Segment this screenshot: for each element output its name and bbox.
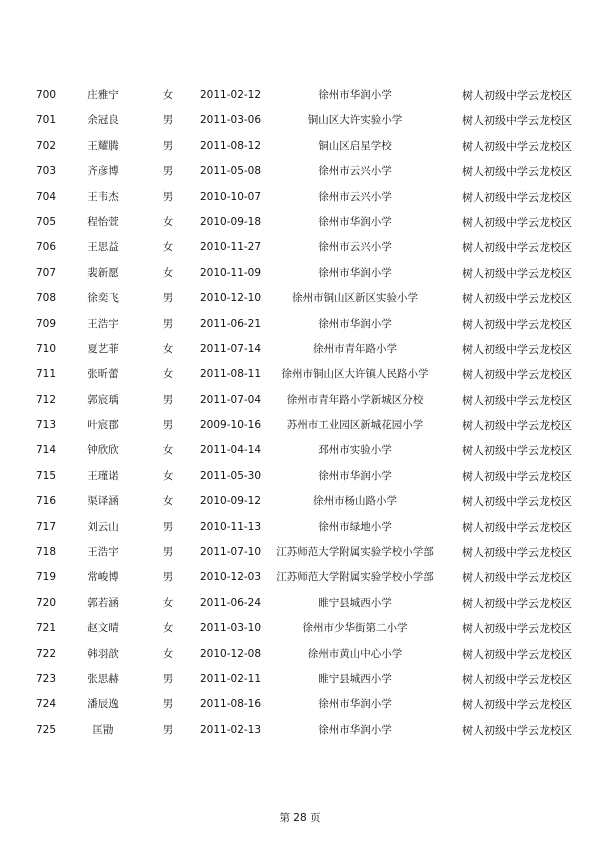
- assigned-middle-school: 树人初级中学云龙校区: [462, 317, 572, 331]
- student-sex: 女: [162, 368, 174, 381]
- student-number: 717: [36, 520, 57, 533]
- table-row: [0, 337, 600, 362]
- student-name: 齐彦博: [87, 165, 119, 178]
- student-sex: 男: [162, 698, 174, 711]
- primary-school: 徐州市华润小学: [318, 215, 392, 228]
- assigned-middle-school: 树人初级中学云龙校区: [462, 190, 572, 204]
- birth-date: 2011-02-11: [200, 672, 262, 685]
- table-row: [0, 616, 600, 641]
- assigned-middle-school: 树人初级中学云龙校区: [462, 495, 572, 509]
- primary-school: 铜山区启星学校: [318, 139, 392, 152]
- birth-date: 2010-11-27: [200, 241, 262, 254]
- table-row: [0, 515, 600, 540]
- table-row: [0, 185, 600, 210]
- student-number: 708: [36, 292, 57, 305]
- primary-school: 徐州市华润小学: [318, 89, 392, 101]
- student-sex: 男: [162, 419, 174, 432]
- assigned-middle-school: 树人初级中学云龙校区: [462, 444, 572, 458]
- primary-school: 睢宁县城西小学: [318, 596, 392, 609]
- primary-school: 睢宁县城西小学: [318, 672, 392, 685]
- table-row: [0, 413, 600, 438]
- student-sex: 女: [162, 215, 174, 228]
- student-name: 裴新愿: [87, 266, 119, 279]
- birth-date: 2010-12-08: [200, 647, 262, 660]
- assigned-middle-school: 树人初级中学云龙校区: [462, 215, 572, 229]
- student-number: 719: [36, 571, 57, 584]
- student-name: 赵文晴: [87, 622, 119, 635]
- table-row: [0, 286, 600, 311]
- student-number: 705: [36, 215, 57, 228]
- student-sex: 女: [162, 241, 174, 254]
- student-name: 常峻博: [87, 571, 119, 584]
- table-row: [0, 210, 600, 235]
- assigned-middle-school: 树人初级中学云龙校区: [462, 241, 572, 255]
- birth-date: 2011-03-06: [200, 114, 262, 127]
- table-row: [0, 667, 600, 692]
- primary-school: 徐州市云兴小学: [318, 241, 392, 254]
- student-name: 王思益: [87, 241, 119, 254]
- student-name: 王韦杰: [87, 190, 119, 203]
- assigned-middle-school: 树人初级中学云龙校区: [462, 469, 572, 483]
- assigned-middle-school: 树人初级中学云龙校区: [462, 342, 572, 356]
- student-name: 王耀腾: [87, 139, 119, 152]
- student-sex: 女: [162, 89, 174, 101]
- student-sex: 女: [162, 596, 174, 609]
- student-number: 718: [36, 546, 57, 559]
- student-name: 王浩宇: [87, 546, 119, 559]
- assigned-middle-school: 树人初级中学云龙校区: [462, 723, 572, 737]
- birth-date: 2010-12-03: [200, 571, 262, 584]
- table-row: [0, 159, 600, 184]
- student-sex: 男: [162, 114, 174, 127]
- student-number: 703: [36, 165, 57, 178]
- table-row: [0, 261, 600, 286]
- student-number: 716: [36, 495, 57, 508]
- student-sex: 男: [162, 723, 174, 736]
- birth-date: 2011-07-04: [200, 393, 262, 406]
- student-sex: 女: [162, 647, 174, 660]
- birth-date: 2011-02-12: [200, 89, 262, 101]
- student-name: 王瑾诺: [87, 469, 119, 482]
- primary-school: 徐州市青年路小学: [313, 342, 397, 355]
- birth-date: 2010-10-07: [200, 190, 262, 203]
- table-row: [0, 489, 600, 514]
- birth-date: 2010-09-12: [200, 495, 262, 508]
- student-name: 渠译涵: [87, 495, 119, 508]
- table-row: [0, 134, 600, 159]
- student-name: 钟欣欣: [87, 444, 119, 457]
- birth-date: 2011-07-10: [200, 546, 262, 559]
- primary-school: 徐州市云兴小学: [318, 165, 392, 178]
- primary-school: 徐州市黄山中心小学: [307, 647, 403, 660]
- student-name: 叶宸郡: [87, 419, 119, 432]
- primary-school: 徐州市华润小学: [318, 266, 392, 279]
- primary-school: 徐州市华润小学: [318, 317, 392, 330]
- student-number: 722: [36, 647, 57, 660]
- student-number: 725: [36, 723, 57, 736]
- table-row: [0, 692, 600, 717]
- assigned-middle-school: 树人初级中学云龙校区: [462, 419, 572, 433]
- student-number: 702: [36, 139, 57, 152]
- primary-school: 邳州市实验小学: [318, 444, 392, 457]
- student-number: 710: [36, 342, 57, 355]
- student-number: 723: [36, 672, 57, 685]
- assigned-middle-school: 树人初级中学云龙校区: [462, 596, 572, 610]
- birth-date: 2011-08-16: [200, 698, 262, 711]
- student-name: 韩羽歆: [87, 647, 119, 660]
- primary-school: 苏州市工业园区新城花园小学: [286, 419, 424, 432]
- student-name: 张昕蕾: [87, 368, 119, 381]
- page-number: 第 28 页: [279, 812, 321, 824]
- student-number: 704: [36, 190, 57, 203]
- student-number: 713: [36, 419, 57, 432]
- student-number: 711: [36, 368, 57, 381]
- student-name: 匡勖: [92, 723, 114, 736]
- student-sex: 男: [162, 393, 174, 406]
- table-row: [0, 438, 600, 463]
- student-sex: 女: [162, 266, 174, 279]
- student-sex: 女: [162, 495, 174, 508]
- assigned-middle-school: 树人初级中学云龙校区: [462, 89, 572, 102]
- student-sex: 女: [162, 444, 174, 457]
- birth-date: 2011-08-12: [200, 139, 262, 152]
- student-name: 潘辰逸: [87, 698, 119, 711]
- student-sex: 男: [162, 292, 174, 305]
- birth-date: 2010-12-10: [200, 292, 262, 305]
- primary-school: 徐州市华润小学: [318, 723, 392, 736]
- student-number: 720: [36, 596, 57, 609]
- assigned-middle-school: 树人初级中学云龙校区: [462, 114, 572, 128]
- table-row: [0, 388, 600, 413]
- student-sex: 男: [162, 317, 174, 330]
- primary-school: 徐州市铜山区新区实验小学: [292, 292, 418, 305]
- student-name: 刘云山: [87, 520, 119, 533]
- student-number: 700: [36, 89, 57, 101]
- student-sex: 女: [162, 342, 174, 355]
- assigned-middle-school: 树人初级中学云龙校区: [462, 368, 572, 382]
- birth-date: 2011-06-24: [200, 596, 262, 609]
- primary-school: 徐州市华润小学: [318, 469, 392, 482]
- student-name: 郭若涵: [87, 596, 119, 609]
- birth-date: 2011-02-13: [200, 723, 262, 736]
- student-number: 701: [36, 114, 57, 127]
- assigned-middle-school: 树人初级中学云龙校区: [462, 165, 572, 179]
- assigned-middle-school: 树人初级中学云龙校区: [462, 292, 572, 306]
- assigned-middle-school: 树人初级中学云龙校区: [462, 393, 572, 407]
- assigned-middle-school: 树人初级中学云龙校区: [462, 571, 572, 585]
- birth-date: 2011-05-30: [200, 469, 262, 482]
- birth-date: 2011-08-11: [200, 368, 262, 381]
- assigned-middle-school: 树人初级中学云龙校区: [462, 139, 572, 153]
- student-name: 张思赫: [87, 672, 119, 685]
- student-number: 709: [36, 317, 57, 330]
- primary-school: 铜山区大许实验小学: [307, 114, 403, 127]
- assigned-middle-school: 树人初级中学云龙校区: [462, 672, 572, 686]
- student-name: 徐奕飞: [87, 292, 119, 305]
- primary-school: 徐州市青年路小学新城区分校: [286, 393, 424, 406]
- primary-school: 徐州市绿地小学: [318, 520, 392, 533]
- assigned-middle-school: 树人初级中学云龙校区: [462, 520, 572, 534]
- birth-date: 2010-11-13: [200, 520, 262, 533]
- birth-date: 2010-11-09: [200, 266, 262, 279]
- table-row: [0, 464, 600, 489]
- student-sex: 男: [162, 672, 174, 685]
- student-sex: 男: [162, 139, 174, 152]
- primary-school: 江苏师范大学附属实验学校小学部: [276, 571, 434, 584]
- table-row: [0, 235, 600, 260]
- table-row: [0, 718, 600, 743]
- primary-school: 徐州市铜山区大许镇人民路小学: [281, 368, 429, 381]
- student-number: 724: [36, 698, 57, 711]
- student-number: 714: [36, 444, 57, 457]
- student-sex: 男: [162, 190, 174, 203]
- student-number: 715: [36, 469, 57, 482]
- birth-date: 2011-05-08: [200, 165, 262, 178]
- student-name: 余冠良: [87, 114, 119, 127]
- birth-date: 2011-03-10: [200, 622, 262, 635]
- student-sex: 男: [162, 571, 174, 584]
- student-sex: 男: [162, 520, 174, 533]
- student-name: 庄雅宁: [87, 89, 119, 101]
- student-name: 夏艺菲: [87, 342, 119, 355]
- primary-school: 徐州市华润小学: [318, 698, 392, 711]
- birth-date: 2011-04-14: [200, 444, 262, 457]
- student-sex: 女: [162, 622, 174, 635]
- student-name: 郭宸瑀: [87, 393, 119, 406]
- student-sex: 女: [162, 469, 174, 482]
- table-row: [0, 591, 600, 616]
- table-row: [0, 312, 600, 337]
- table-row: [0, 362, 600, 387]
- table-row: [0, 540, 600, 565]
- assigned-middle-school: 树人初级中学云龙校区: [462, 698, 572, 712]
- assigned-middle-school: 树人初级中学云龙校区: [462, 266, 572, 280]
- birth-date: 2010-09-18: [200, 215, 262, 228]
- primary-school: 徐州市少华街第二小学: [302, 622, 408, 635]
- student-number: 712: [36, 393, 57, 406]
- primary-school: 江苏师范大学附属实验学校小学部: [276, 546, 434, 559]
- primary-school: 徐州市云兴小学: [318, 190, 392, 203]
- table-row: [0, 108, 600, 133]
- birth-date: 2009-10-16: [200, 419, 262, 432]
- student-number: 707: [36, 266, 57, 279]
- assigned-middle-school: 树人初级中学云龙校区: [462, 546, 572, 560]
- assigned-middle-school: 树人初级中学云龙校区: [462, 622, 572, 636]
- student-number: 706: [36, 241, 57, 254]
- table-row: [0, 83, 600, 108]
- student-sex: 男: [162, 546, 174, 559]
- primary-school: 徐州市杨山路小学: [313, 495, 397, 508]
- student-sex: 男: [162, 165, 174, 178]
- birth-date: 2011-07-14: [200, 342, 262, 355]
- birth-date: 2011-06-21: [200, 317, 262, 330]
- student-number: 721: [36, 622, 57, 635]
- table-row: [0, 642, 600, 667]
- assigned-middle-school: 树人初级中学云龙校区: [462, 647, 572, 661]
- table-row: [0, 565, 600, 590]
- student-name: 王浩宇: [87, 317, 119, 330]
- student-list: [0, 83, 600, 743]
- student-name: 程怡萱: [87, 215, 119, 228]
